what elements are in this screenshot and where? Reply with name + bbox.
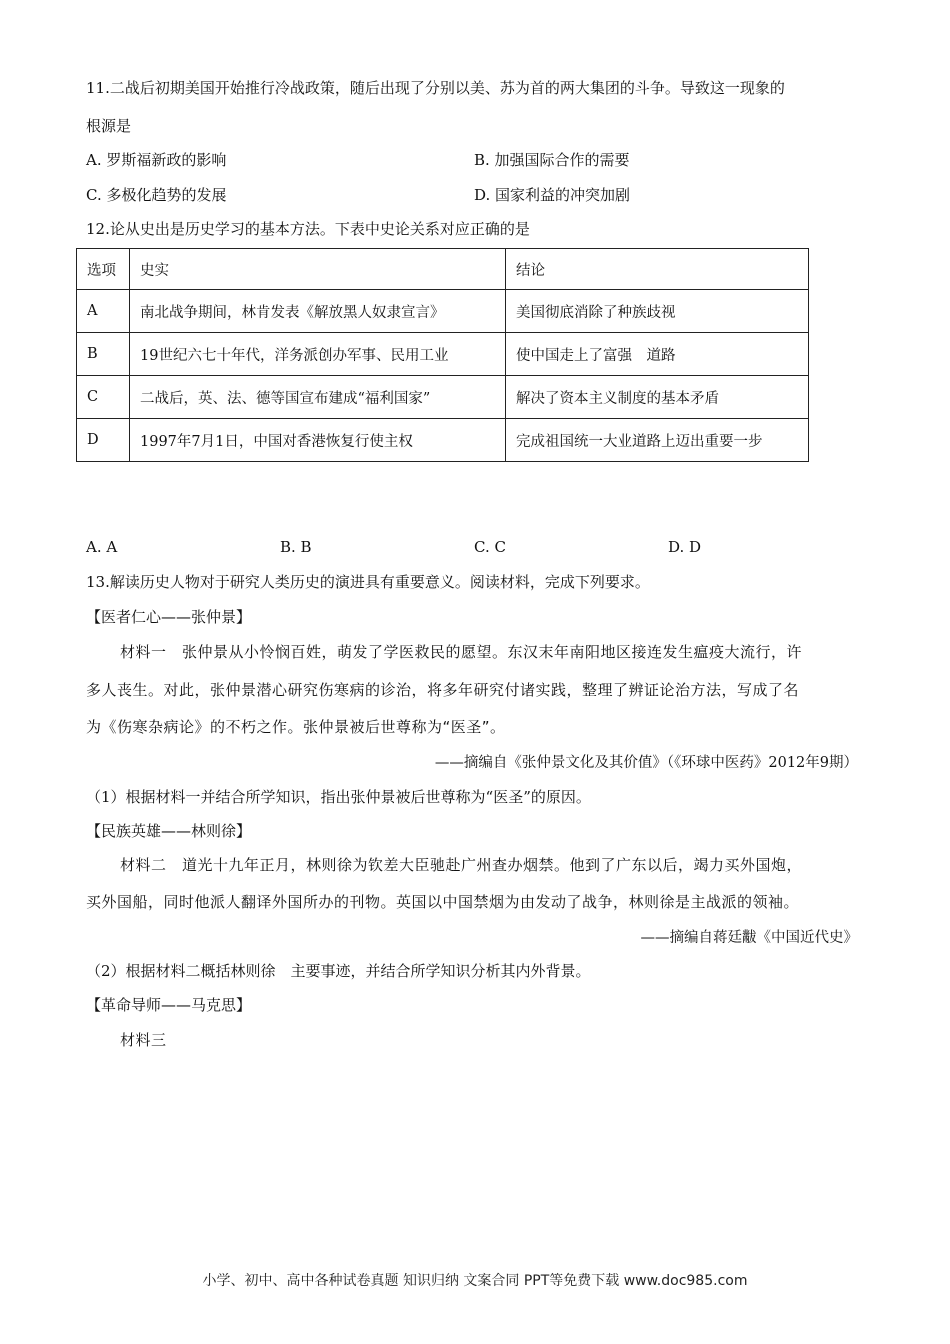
table-header-cell: 史实 — [130, 249, 506, 290]
q11-option-d: D. 国家利益的冲突加剧 — [474, 186, 631, 204]
material3-label: 材料三 — [120, 1031, 167, 1049]
table-header-cell: 结论 — [506, 249, 809, 290]
q11-stem-line2: 根源是 — [86, 117, 132, 135]
section-title-lin-zexu: 【民族英雄——林则徐】 — [86, 822, 252, 840]
table-header-row — [77, 249, 809, 290]
section-title-zhang-zhongjing: 【医者仁心——张仲景】 — [86, 608, 252, 626]
material2-line1: 材料二 道光十九年正月，林则徐为钦差大臣驰赴广州查办烟禁。他到了广东以后，竭力买外国炮， — [120, 856, 803, 874]
table-cell: 使中国走上了富强 道路 — [506, 333, 809, 376]
q12-option-a: A. A — [86, 538, 118, 556]
q11-option-a: A. 罗斯福新政的影响 — [86, 151, 227, 169]
material1-source: ——摘编自《张仲景文化及其价值》（《环球中医药》2012年9期） — [434, 755, 858, 771]
q11-option-c: C. 多极化趋势的发展 — [86, 186, 227, 204]
table-cell: C — [77, 376, 130, 419]
table-cell: A — [77, 290, 130, 333]
table-cell: 完成祖国统一大业道路上迈出重要一步 — [506, 419, 809, 462]
q12-option-c: C. C — [474, 538, 506, 556]
table-row — [77, 290, 809, 333]
material2-source: ——摘编自蒋廷黻《中国近代史》 — [640, 930, 858, 946]
q11-stem-line1: 11.二战后初期美国开始推行冷战政策，随后出现了分别以美、苏为首的两大集团的斗争。导致这一现象的 — [86, 79, 785, 97]
table-row — [77, 376, 809, 419]
table-cell: 1997年7月1日，中国对香港恢复行使主权 — [130, 419, 506, 462]
table-cell: 美国彻底消除了种族歧视 — [506, 290, 809, 333]
material1-line3: 为《伤寒杂病论》的不朽之作。张仲景被后世尊称为“医圣”。 — [86, 718, 506, 736]
section-title-marx: 【革命导师——马克思】 — [86, 996, 252, 1014]
material1-line1: 材料一 张仲景从小怜悯百姓，萌发了学医救民的愿望。东汉末年南阳地区接连发生瘟疫大流行，许 — [120, 643, 803, 661]
q12-table — [76, 248, 809, 462]
table-cell: 19世纪六七十年代，洋务派创办军事、民用工业 — [130, 333, 506, 376]
q13-subquestion-1: （1）根据材料一并结合所学知识，指出张仲景被后世尊称为“医圣”的原因。 — [86, 788, 591, 806]
q11-option-b: B. 加强国际合作的需要 — [474, 151, 630, 169]
table-cell: B — [77, 333, 130, 376]
q13-subquestion-2: （2）根据材料二概括林则徐 主要事迹，并结合所学知识分析其内外背景。 — [86, 962, 591, 980]
table-cell: 南北战争期间，林肯发表《解放黑人奴隶宣言》 — [130, 290, 506, 333]
table-row — [77, 419, 809, 462]
table-cell: D — [77, 419, 130, 462]
table-cell: 解决了资本主义制度的基本矛盾 — [506, 376, 809, 419]
q12-option-d: D. D — [668, 538, 702, 556]
q12-stem: 12.论从史出是历史学习的基本方法。下表中史论关系对应正确的是 — [86, 220, 530, 238]
material1-line2: 多人丧生。对此，张仲景潜心研究伤寒病的诊治，将多年研究付诸实践，整理了辨证论治方法，写成了名 — [86, 681, 800, 699]
q12-option-b: B. B — [280, 538, 312, 556]
page-footer: 小学、初中、高中各种试卷真题 知识归纳 文案合同 PPT等免费下载 www.doc985.com — [202, 1273, 748, 1289]
q13-stem: 13.解读历史人物对于研究人类历史的演进具有重要意义。阅读材料，完成下列要求。 — [86, 573, 650, 591]
table-row — [77, 333, 809, 376]
material2-line2: 买外国船，同时他派人翻译外国所办的刊物。英国以中国禁烟为由发动了战争，林则徐是主战派的领袖。 — [86, 893, 800, 911]
table-header-cell: 选项 — [77, 249, 130, 290]
table-cell: 二战后，英、法、德等国宣布建成“福利国家” — [130, 376, 506, 419]
